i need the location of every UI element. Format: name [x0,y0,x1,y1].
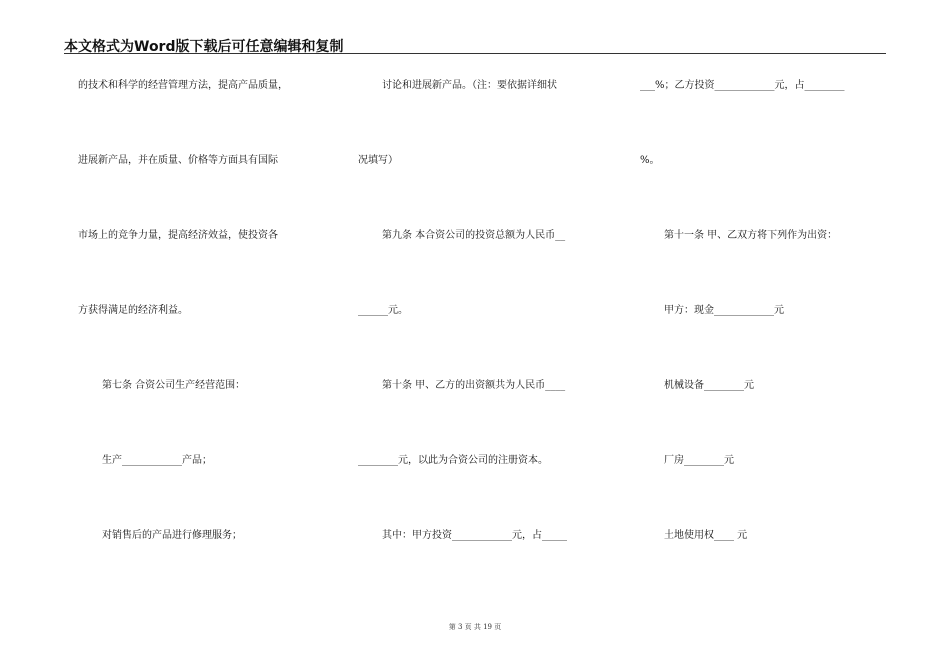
text-line: 机械设备________元 [664,380,754,391]
text-line: ______元。 [358,305,408,316]
article-11-heading: 第十一条 甲、乙双方将下列作为出资： [664,230,838,241]
text-line: ________元，以此为合资公司的注册资本。 [358,455,548,466]
text-line: 厂房________元 [664,455,734,466]
left-column [78,0,338,600]
article-10-heading: 第十条 甲、乙方的出资额共为人民币____ [382,380,566,391]
text-line: 生产____________产品； [102,455,212,466]
text-line: 进展新产品，并在质量、价格等方面具有国际 [78,155,278,166]
text-line: 讨论和进展新产品。（注：要依据详细状 [382,80,557,91]
text-line: 甲方：现金____________元 [664,305,784,316]
text-line: 市场上的竞争力量，提高经济效益，使投资各 [78,230,278,241]
article-9-heading: 第九条 本合资公司的投资总额为人民币__ [382,230,566,241]
right-column [640,0,900,600]
text-line: %。 [640,155,660,166]
text-line: 土地使用权____ 元 [664,530,748,541]
article-7-heading: 第七条 合资公司生产经营范围： [102,380,246,391]
page-header-title: 本文格式为Word版下载后可任意编辑和复制 [64,39,344,55]
text-line: 对销售后的产品进行修理服务； [102,530,242,541]
text-line: 况填写） [358,155,398,166]
page-number-footer: 第 3 页 共 19 页 [448,623,502,631]
text-line: 其中：甲方投资____________元，占_____ [382,530,567,541]
middle-column [358,0,618,600]
text-line: 方获得满足的经济利益。 [78,305,188,316]
text-line: ___%；乙方投资____________元，占________ [640,80,845,91]
text-line: 的技术和科学的经营管理方法，提高产品质量， [78,80,288,91]
